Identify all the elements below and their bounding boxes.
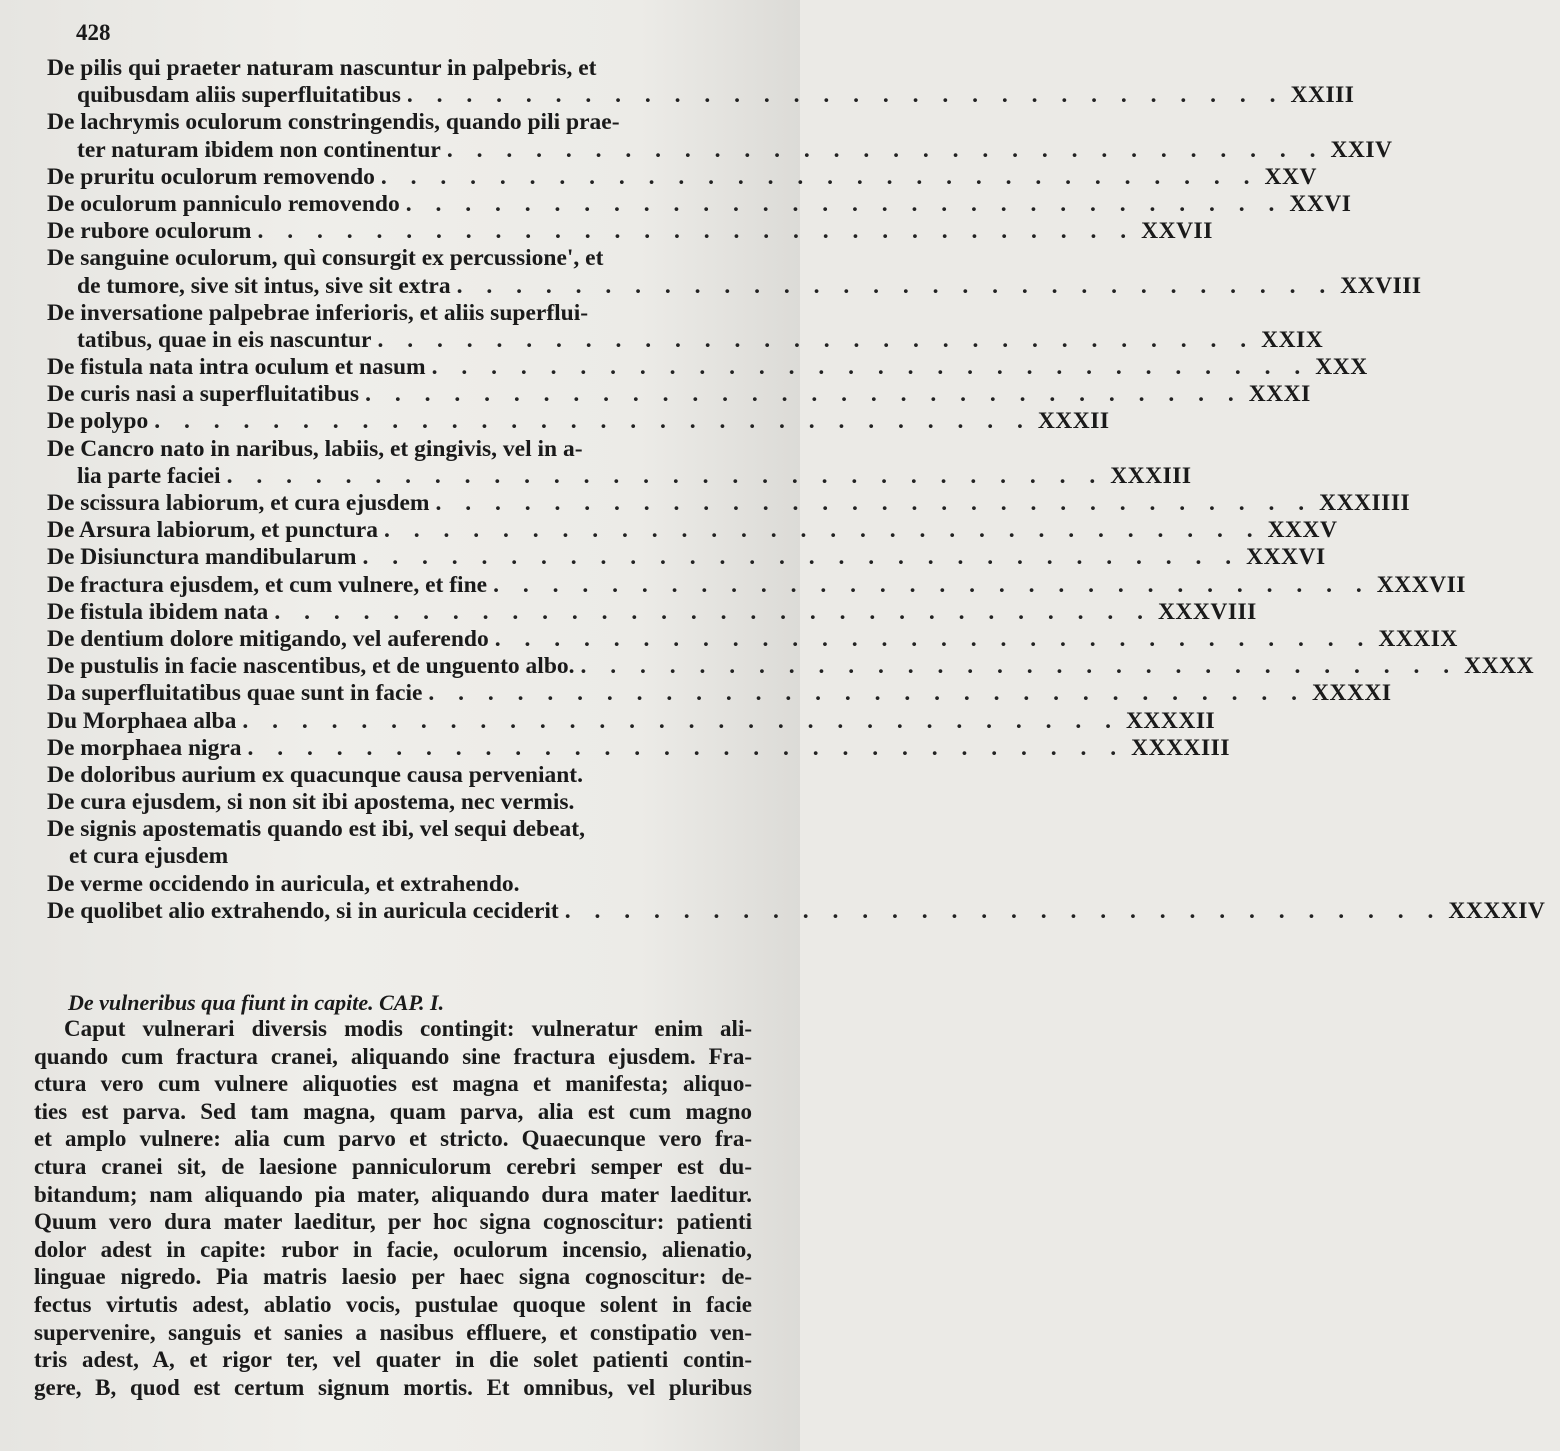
toc-entry-line [47,653,1535,680]
chapter-number: XXXXIV [1448,897,1546,924]
toc-entry-line [47,762,757,789]
chapter-number: XXXXIII [1131,734,1230,761]
dot-leader: . . . . . . . . . . . . . . . . . . . . . . . . . . . . . . [380,163,1259,190]
toc-entry-text: De cura ejusdem, si non sit ibi apostema, nec vermis. [47,789,575,816]
body-line: gere, B, quod est certum signum mortis. Et omnibus, vel pluribus [34,1374,752,1400]
dot-leader: . . . . . . . . . . . . . . . . . . . . . . . . . . . . . . [274,598,1152,625]
dot-leader: . . . . . . . . . . . . . . . . . . . . . . . . . . . . . . [154,408,1032,435]
body-line: supervenire, sanguis et sanies a nasibus effluere, et constipatio ven- [34,1319,752,1345]
chapter-number: XXV [1264,163,1317,190]
toc-entry-line [47,897,1546,925]
chapter-number: XXIV [1330,136,1393,163]
toc-entry-text: De Cancro nato in naribus, labiis, et gingivis, vel in a- [47,435,583,462]
dot-leader: . . . . . . . . . . . . . . . . . . . . . . . . . . . . . . [257,218,1136,245]
chapter-number: XXVIII [1340,272,1422,299]
table-of-contents [47,55,1546,925]
toc-entry-line [47,109,757,136]
chapter-number: XXXVI [1246,544,1326,571]
toc-entry-text: De sanguine oculorum, quì consurgit ex percussione', et [47,245,604,272]
toc-entry-text: De Arsura labiorum, et punctura [47,517,378,544]
toc-entry-line [47,272,1422,300]
toc-entry-line [47,190,1352,218]
toc-entry-text: Du Morphaea alba [47,707,237,734]
body-line: linguae nigredo. Pia matris laesio per haec signa cognoscitur: de- [34,1264,752,1290]
toc-entry-line [47,843,757,870]
chapter-number: XXXIIII [1319,490,1411,516]
chapter-number: XXXV [1267,517,1338,544]
toc-entry-line [47,245,757,272]
toc-entry-text: et cura ejusdem [69,843,229,870]
chapter-number: XXIII [1290,82,1355,109]
body-line: Caput vulnerari diversis modis contingit: vulneratur enim ali- [64,1016,752,1041]
toc-entry-text: De pustulis in facie nascentibus, et de unguento albo. [47,653,575,680]
body-line: ctura cranei sit, de laesione panniculorum cerebri semper est du- [34,1153,752,1179]
dot-leader: . . . . . . . . . . . . . . . . . . . . . . . . . . . . . . [365,381,1243,408]
toc-entry-text: De inversatione palpebrae inferioris, et aliis superflui- [47,299,589,326]
toc-entry-line [47,136,1393,164]
chapter-number: XXXII [1037,408,1110,435]
chapter-number: XXIX [1261,326,1324,353]
chapter-number: XXXX [1464,653,1535,680]
toc-entry-text: tatibus, quae in eis nascuntur [77,326,372,353]
toc-entry-line [47,55,757,82]
toc-entry-text: De Disiunctura mandibularum [47,544,357,571]
page-number: 428 [76,20,111,45]
dot-leader: . . . . . . . . . . . . . . . . . . . . . . . . . . . . . . [494,625,1373,652]
chapter-number: XXVII [1141,218,1213,245]
dot-leader: . . . . . . . . . . . . . . . . . . . . . . . . . . . . . . [564,897,1443,924]
toc-entry-line [47,707,1216,735]
toc-entry-text: lia parte faciei [77,462,221,489]
toc-entry-text: De lachrymis oculorum constringendis, quando pili prae- [47,109,620,136]
dot-leader: . . . . . . . . . . . . . . . . . . . . . . . . . . . . . . [226,462,1105,489]
toc-entry-line [47,490,1411,517]
toc-entry-line [47,816,757,843]
body-line: et amplo vulnere: alia cum parvo et stricto. Quaecunque vero fra- [34,1126,752,1152]
toc-entry-line [47,436,757,463]
toc-entry-line [47,326,1324,354]
body-line: fectus virtutis adest, ablatio vocis, pustulae quoque solent in facie [34,1291,752,1317]
toc-entry-text: De quolibet alio extrahendo, si in auricula ceciderit [47,897,559,924]
toc-entry-line [47,408,1110,435]
toc-entry-line [47,734,1230,762]
chapter-number: XXXXI [1312,680,1392,707]
chapter-number: XXXI [1248,381,1311,408]
toc-entry-line [47,871,757,898]
chapter-number: XXXVIII [1157,598,1257,625]
toc-entry-line [47,354,1368,381]
toc-entry-text: De polypo [47,408,149,435]
body-line: bitandum; nam aliquando pia mater, aliquando dura mater laeditur. [34,1181,752,1207]
toc-entry-line [47,571,1466,599]
toc-entry-text: De pruritu oculorum removendo [47,163,375,190]
toc-entry-line [47,625,1458,653]
body-line: tris adest, A, et rigor ter, vel quater in die solet patienti contin- [34,1347,752,1373]
dot-leader: . . . . . . . . . . . . . . . . . . . . . . . . . . . . . . [431,354,1310,381]
toc-entry-line [47,462,1192,490]
toc-entry-text: De curis nasi a superfluitatibus [47,381,360,408]
dot-leader: . . . . . . . . . . . . . . . . . . . . . . . . . . . . . . [242,707,1120,734]
toc-entry-line [47,218,1213,245]
toc-entry-line [47,163,1317,191]
body-line: Quum vero dura mater laeditur, per hoc signa cognoscitur: patienti [34,1209,752,1235]
dot-leader: . . . . . . . . . . . . . . . . . . . . . . . . . . . . . . [446,136,1325,163]
dot-leader: . . . . . . . . . . . . . . . . . . . . . . . . . . . . . . [405,190,1284,217]
chapter-number: XXX [1315,354,1368,381]
toc-entry-text: De signis apostematis quando est ibi, vel sequi debeat, [47,816,585,843]
dot-leader: . . . . . . . . . . . . . . . . . . . . . . . . . . . . . . [580,653,1459,680]
toc-entry-text: Da superfluitatibus quae sunt in facie [47,680,423,707]
chapter-number: XXXXII [1125,707,1216,734]
body-line: ties est parva. Sed tam magna, quam parva, alia est cum magno [34,1098,752,1124]
toc-entry-line [47,300,757,327]
toc-entry-line [47,381,1311,408]
body-line: ctura vero cum vulnere aliquoties est magna et manifesta; aliquo- [34,1071,752,1097]
chapter-number: XXXIX [1378,625,1458,652]
chapter-number: XXXIII [1110,462,1192,489]
dot-leader: . . . . . . . . . . . . . . . . . . . . . . . . . . . . . . [247,734,1126,761]
dot-leader: . . . . . . . . . . . . . . . . . . . . . . . . . . . . . . [428,680,1307,707]
toc-entry-text: De oculorum panniculo removendo [47,190,400,217]
toc-entry-text: De morphaea nigra [47,734,242,761]
body-line: quando cum fractura cranei, aliquando sine fractura ejusdem. Fra- [34,1043,752,1069]
toc-entry-text: ter naturam ibidem non continentur [77,136,441,163]
dot-leader: . . . . . . . . . . . . . . . . . . . . . . . . . . . . . . [362,544,1241,571]
toc-entry-text: quibusdam aliis superfluitatibus [77,82,401,109]
toc-entry-text: De dentium dolore mitigando, vel auferendo [47,625,489,652]
dot-leader: . . . . . . . . . . . . . . . . . . . . . . . . . . . . . . [456,272,1335,299]
dot-leader: . . . . . . . . . . . . . . . . . . . . . . . . . . . . . . [377,326,1256,353]
body-line: dolor adest in capite: rubor in facie, oculorum incensio, alienatio, [34,1236,752,1262]
toc-entry-text: De fistula ibidem nata [47,598,269,625]
toc-entry-line [47,680,1392,707]
toc-entry-text: De scissura labiorum, et cura ejusdem [47,490,430,516]
toc-entry-text: De fractura ejusdem, et cum vulnere, et fine [47,571,488,598]
toc-entry-line [47,789,757,816]
dot-leader: . . . . . . . . . . . . . . . . . . . . . . . . . . . . . . [435,490,1314,516]
chapter-body-text [34,1015,752,1401]
toc-entry-text: De rubore oculorum [47,218,252,245]
toc-entry-line [47,82,1355,109]
toc-entry-text: de tumore, sive sit intus, sive sit extra [77,272,451,299]
chapter-number: XXXVII [1376,571,1466,598]
toc-entry-line [47,598,1257,626]
toc-entry-line [47,544,1326,571]
toc-entry-text: De doloribus aurium ex quacunque causa perveniant. [47,761,584,788]
chapter-heading: De vulneribus qua fiunt in capite. CAP. I. [68,990,445,1015]
chapter-number: XXVI [1289,190,1352,217]
dot-leader: . . . . . . . . . . . . . . . . . . . . . . . . . . . . . . [383,517,1262,544]
toc-entry-text: De pilis qui praeter naturam nascuntur in palpebris, et [47,55,597,81]
dot-leader: . . . . . . . . . . . . . . . . . . . . . . . . . . . . . . [406,82,1285,109]
toc-entry-text: De verme occidendo in auricula, et extrahendo. [47,870,520,897]
toc-entry-text: De fistula nata intra oculum et nasum [47,354,426,381]
toc-entry-line [47,517,1338,544]
dot-leader: . . . . . . . . . . . . . . . . . . . . . . . . . . . . . . [493,571,1371,598]
